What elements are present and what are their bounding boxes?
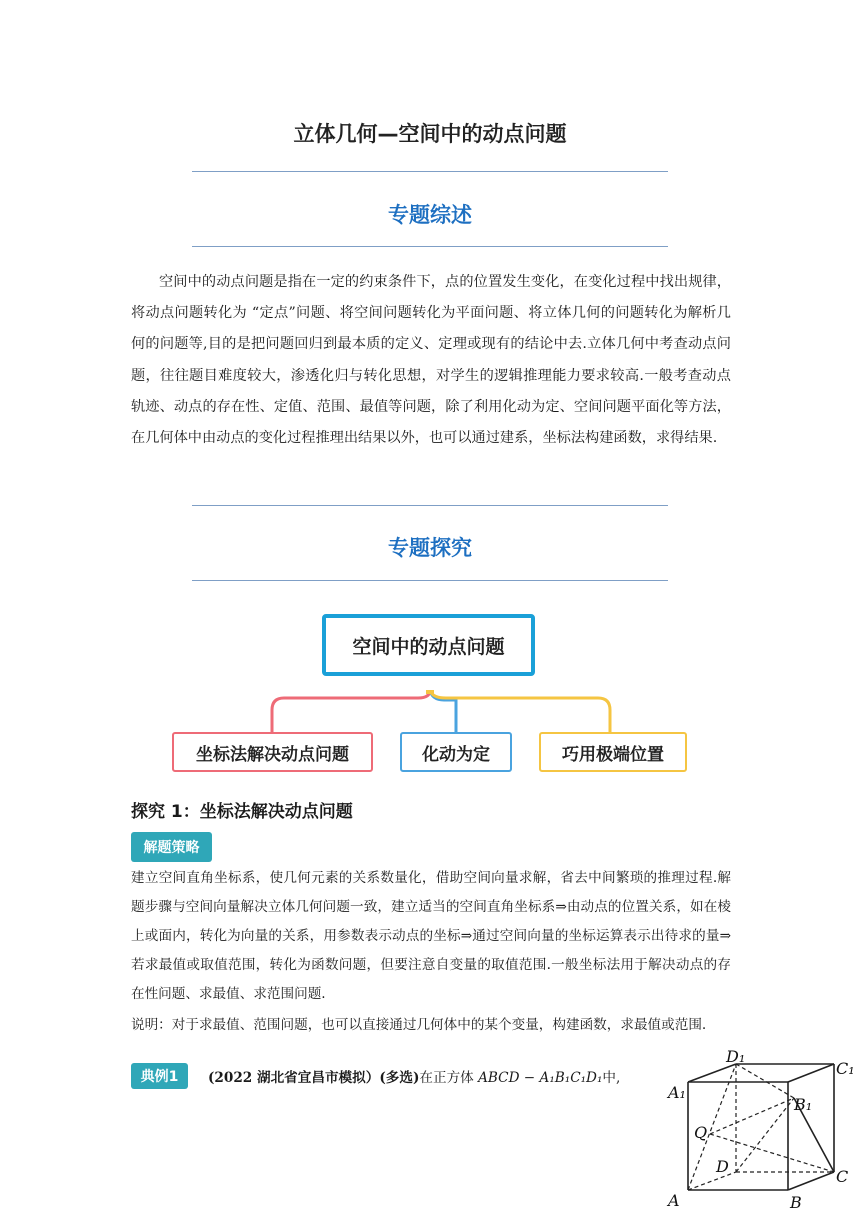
section-heading-explore: 专题探究 [388, 536, 472, 560]
divider [192, 505, 668, 506]
mindmap-node-extreme-position: 巧用极端位置 [539, 732, 687, 772]
example-statement [208, 1066, 620, 1086]
label-C1: C₁ [836, 1059, 855, 1078]
label-B: B [790, 1193, 802, 1212]
strategy-tag: 解题策略 [131, 832, 212, 862]
note-paragraph: 说明：对于求最值、范围问题，也可以直接通过几何体中的某个变量，构建函数，求最值或范围. [131, 1017, 707, 1033]
section-heading-overview: 专题综述 [388, 203, 472, 227]
label-B1: B₁ [794, 1095, 813, 1114]
label-Q: Q [694, 1123, 708, 1142]
divider [192, 171, 668, 172]
overview-paragraph [131, 267, 731, 454]
document-title: 立体几何—空间中的动点问题 [293, 122, 567, 146]
cube-figure [664, 1046, 860, 1216]
label-D1: D₁ [726, 1047, 746, 1066]
explore-heading: 探究 1：坐标法解决动点问题 [131, 802, 353, 822]
label-C: C [836, 1167, 849, 1186]
strategy-text: 建立空间直角坐标系，使几何元素的关系数量化，借助空间向量求解，省去中间繁琐的推理过程.解题步骤与空间向量解决立体几何问题一致，建立适当的空间直角坐标系⇒由动点的位置关系，如在棱上或面内，转化为向量的关系，用参数表示动点的坐标⇒通过空间向量的坐标运算表示出待求的量⇒若求最值或取值范围，转化为函数问题，但要注意自变量的取值范围.一般坐标法用于解决动点的存在性问题、求最值、求范围问题. [131, 870, 731, 1002]
example-source: (2022 湖北省宜昌市模拟）(多选) [208, 1070, 420, 1086]
connector-left [272, 690, 430, 732]
example-text-after: 中, [602, 1070, 621, 1086]
label-D: D [716, 1157, 729, 1176]
overview-text: 空间中的动点问题是指在一定的约束条件下，点的位置发生变化，在变化过程中找出规律，将动点问题转化为 “定点”问题、将空间问题转化为平面问题、将立体几何的问题转化为解析几何的问题等,目的是把问题回归到最本质的定义、定理或现有的结论中去.立体几何中考查动点问题，往往题目难度较大，渗透化归与转化思想，对学生的逻辑推理能力要求较高.一般考查动点轨迹、动点的存在性、定值、范围、最值等问题，除了利用化动为定、空间问题平面化等方法，在几何体中由动点的变化过程推理出结果以外，也可以通过建系，坐标法构建函数，求得结果. [131, 274, 731, 447]
mindmap-root: 空间中的动点问题 [322, 614, 535, 676]
mindmap-node-fix-moving: 化动为定 [400, 732, 512, 772]
example-math: ABCD − A₁B₁C₁D₁ [478, 1070, 603, 1086]
divider [192, 246, 668, 247]
divider [192, 580, 668, 581]
label-A1: A₁ [668, 1083, 686, 1102]
connector-node [426, 690, 434, 694]
label-A: A [668, 1191, 680, 1210]
mindmap-node-coordinate-method: 坐标法解决动点问题 [172, 732, 373, 772]
example-tag: 典例1 [131, 1063, 188, 1089]
example-text-before: 在正方体 [419, 1070, 474, 1086]
strategy-paragraph [131, 864, 731, 1009]
